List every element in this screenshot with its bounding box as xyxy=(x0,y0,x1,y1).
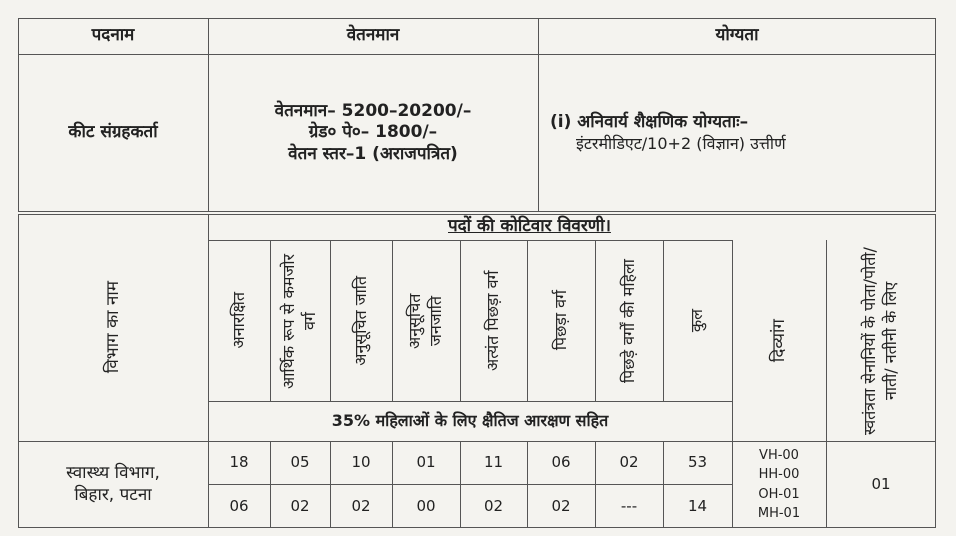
col-header-unreserved xyxy=(208,240,270,401)
divyang-values xyxy=(732,441,826,528)
dept-header xyxy=(18,214,208,441)
table-cell: 53 xyxy=(687,453,708,472)
qualification-line-1: (i) अनिवार्य शैक्षणिक योग्यताः– xyxy=(550,112,749,133)
table-cell: 02 xyxy=(483,496,504,515)
department-line-1: स्वास्थ्य विभाग, xyxy=(66,463,160,484)
col-header-unreserved-label: अनारक्षित xyxy=(228,292,248,349)
col-header-ews xyxy=(270,240,330,401)
qualification xyxy=(538,54,936,212)
table-cell: 02 xyxy=(351,496,371,515)
col-header-total xyxy=(663,240,732,401)
table-cell: 02 xyxy=(551,496,571,515)
col-header-total-label: कुल xyxy=(687,308,707,333)
divyang-mh: MH-01 xyxy=(757,506,801,521)
women-reservation-note: 35% महिलाओं के लिए क्षैतिज आरक्षण सहित xyxy=(331,411,609,430)
table-cell: 00 xyxy=(416,496,436,515)
col-header-bc-label: पिछड़ा वर्ग xyxy=(550,290,570,351)
col-header-bc-women-label: पिछड़े वर्गों की महिला xyxy=(618,258,638,383)
post-name: कीट संग्रहकर्ता xyxy=(68,122,158,143)
col-header-bc-women xyxy=(595,240,663,401)
divyang-hh: HH-00 xyxy=(758,467,800,482)
table-cell: 01 xyxy=(416,453,436,472)
col-header-sc xyxy=(330,240,392,401)
col-header-bc xyxy=(527,240,595,401)
pay-line-1: वेतनमान– 5200–20200/– xyxy=(274,101,472,122)
col-header-st xyxy=(392,240,460,401)
freedom-fighter-value: 01 xyxy=(871,475,891,494)
col-header-freedom-fighter xyxy=(826,240,936,441)
pay-line-3: वेतन स्तर–1 (अराजपत्रित) xyxy=(288,143,458,164)
header-pay: वेतनमान xyxy=(346,25,400,46)
col-header-sc-label: अनुसूचित जाति xyxy=(350,275,370,366)
header-post: पदनाम xyxy=(91,25,135,46)
col-header-ews-label: आर्थिक रूप से कमजोर वर्ग xyxy=(279,252,319,389)
col-header-divyang xyxy=(732,240,826,441)
table-cell: 02 xyxy=(619,453,639,472)
table-cell: 10 xyxy=(351,453,371,472)
department-line-2: बिहार, पटना xyxy=(74,484,152,505)
table-cell: 05 xyxy=(290,453,310,472)
table-cell: 18 xyxy=(229,453,249,472)
table-cell: 06 xyxy=(229,496,249,515)
col-header-st-label: अनुसूचित जनजाति xyxy=(405,292,445,349)
divyang-vh: VH-00 xyxy=(759,447,799,463)
col-header-divyang-label: दिव्यांग xyxy=(768,318,789,363)
qualification-line-2: इंटरमीडिएट/10+2 (विज्ञान) उत्तीर्ण xyxy=(576,133,786,153)
department-name xyxy=(18,441,208,528)
col-header-freedom-fighter-label: स्वतंत्रता सेनानियों के पोता/पोती/नाती/ नतीनी के लिए xyxy=(860,246,900,435)
table-cell: 06 xyxy=(551,453,571,472)
pay-scale xyxy=(208,54,538,212)
col-header-ebc-label: अत्यंत पिछड़ा वर्ग xyxy=(483,270,503,371)
category-header xyxy=(208,214,936,240)
divyang-oh: OH-01 xyxy=(758,486,800,502)
dept-header-label: विभाग का नाम xyxy=(102,281,123,374)
table-cell: 14 xyxy=(687,496,708,515)
header-qualification: योग्यता xyxy=(715,25,759,46)
pay-line-2: ग्रेड० पे०– 1800/– xyxy=(308,122,438,143)
table-cell: 11 xyxy=(483,453,504,472)
category-header-label: पदों की कोटिवार विवरणी। xyxy=(448,216,611,237)
col-header-ebc xyxy=(460,240,527,401)
table-cell: 02 xyxy=(290,496,310,515)
table-cell: --- xyxy=(620,496,638,515)
